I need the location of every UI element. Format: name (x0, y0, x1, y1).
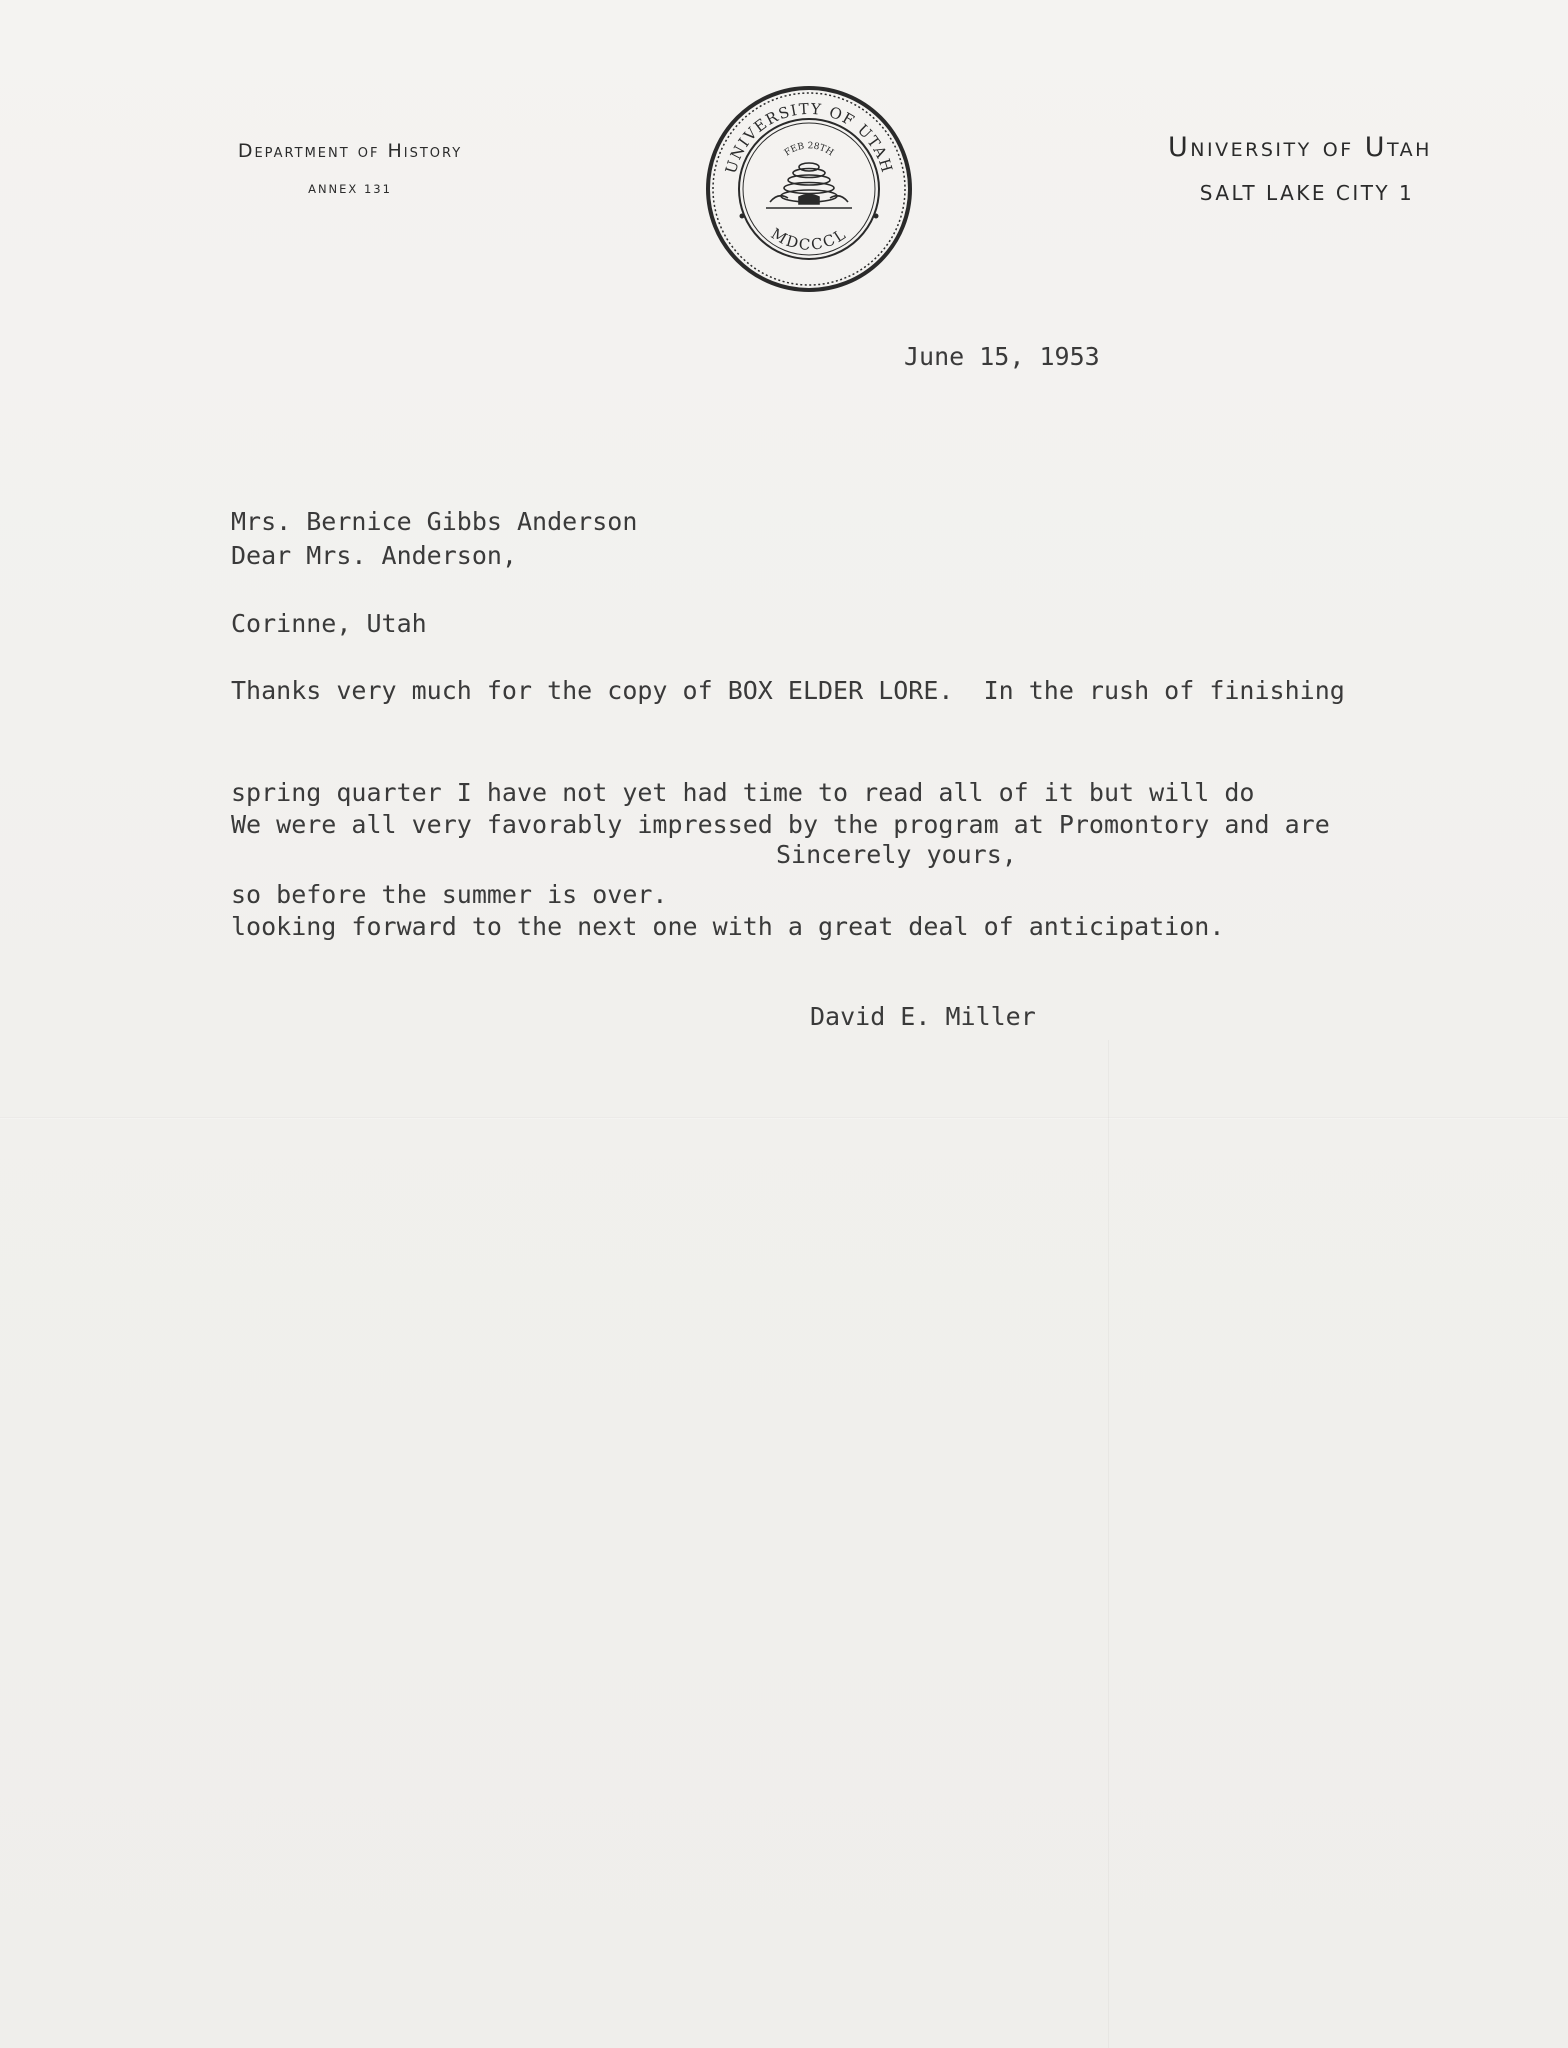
closing: Sincerely yours, (776, 840, 1017, 869)
paragraph-1-line: so before the summer is over. (231, 880, 668, 909)
paragraph-2 (231, 740, 1330, 1012)
letter-date: June 15, 1953 (904, 342, 1100, 371)
paragraph-2-line: looking forward to the next one with a great deal of anticipation. (231, 912, 1225, 941)
seal-text-inner: FEB 28TH (782, 141, 835, 159)
salutation: Dear Mrs. Anderson, (231, 541, 517, 570)
paragraph-2-line: We were all very favorably impressed by the program at Promontory and are (231, 810, 1330, 839)
paragraph-1-line: Thanks very much for the copy of BOX ELDER LORE. In the rush of finishing (231, 676, 1345, 705)
seal-text-bottom: MDCCCL (767, 224, 851, 254)
letterhead-left (150, 140, 550, 196)
paragraph-1-line: spring quarter I have not yet had time to read all of it but will do (231, 778, 1255, 807)
paper-fold-vertical (1108, 1040, 1109, 2048)
university-city: SALT LAKE CITY 1 (1199, 181, 1415, 205)
paper-fold-horizontal (0, 1117, 1568, 1119)
department-name: Department of History (237, 140, 463, 162)
signature-name: David E. Miller (810, 1002, 1036, 1031)
university-seal-icon (704, 84, 914, 294)
recipient-name: Mrs. Bernice Gibbs Anderson (231, 507, 638, 536)
university-name: University of Utah (1168, 132, 1432, 163)
seal-stars (740, 214, 879, 219)
beehive-icon (766, 163, 852, 208)
recipient-location: Corinne, Utah (231, 609, 427, 638)
letterhead-right (1080, 132, 1520, 205)
seal-text-top: UNIVERSITY OF UTAH (721, 99, 897, 176)
annex-number: ANNEX 131 (308, 182, 392, 196)
